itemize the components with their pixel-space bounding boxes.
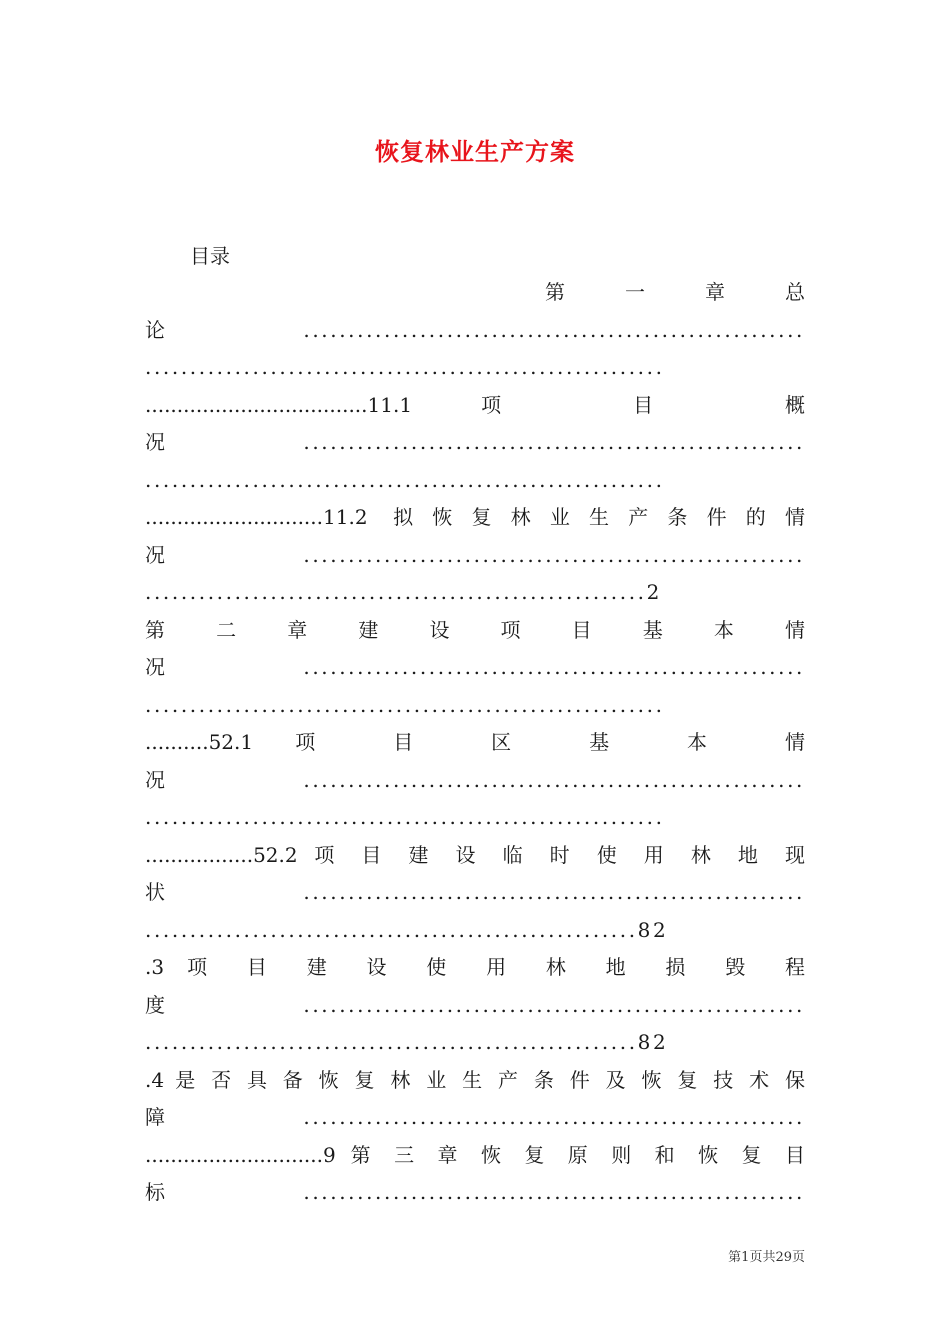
toc-line: 况........................................................ xyxy=(145,768,805,792)
toc-line: .......................................................... xyxy=(145,693,665,717)
toc-line: ..........52.1 项 目 区 基 本 情 xyxy=(145,730,805,754)
toc-line: .......................................................... xyxy=(145,805,665,829)
toc-line: .4 是 否 具 备 恢 复 林 业 生 产 条 件 及 恢 复 技 术 保 xyxy=(145,1068,805,1092)
toc-line: .......................................................82 xyxy=(145,1030,669,1054)
toc-line: ............................11.2 拟恢复林业生产条件的情 xyxy=(145,505,805,529)
toc-line: 论........................................................ xyxy=(145,318,805,342)
toc-line: ...................................11.1 项 目 概 xyxy=(145,393,805,417)
toc-line: 况........................................................ xyxy=(145,543,805,567)
toc-line: .......................................................82 xyxy=(145,918,669,942)
toc-line: .......................................................... xyxy=(145,355,665,379)
toc-line: ............................9 第 三 章 恢 复 原 则 和 恢 复 目 xyxy=(145,1143,805,1167)
page-footer: 第1页共29页 xyxy=(728,1250,805,1265)
toc-line: .................52.2 项 目 建 设 临 时 使 用 林 地 现 xyxy=(145,843,805,867)
toc-line: 度........................................................ xyxy=(145,993,805,1017)
toc-line: 状........................................................ xyxy=(145,880,805,904)
toc-line: ........................................................2 xyxy=(145,580,662,604)
toc-line: .3 项 目 建 设 使 用 林 地 损 毁 程 xyxy=(145,955,805,979)
toc-heading: 目录 xyxy=(190,244,230,268)
toc-line: 第 一 章 总 xyxy=(545,280,805,304)
toc-line: 况........................................................ xyxy=(145,430,805,454)
toc-line: 况........................................................ xyxy=(145,655,805,679)
document-title: 恢复林业生产方案 xyxy=(375,137,575,166)
toc-line: .......................................................... xyxy=(145,468,665,492)
toc-line: 标........................................................ xyxy=(145,1180,805,1204)
toc-line: 障........................................................ xyxy=(145,1105,805,1129)
toc-line: 第 二 章 建 设 项 目 基 本 情 xyxy=(145,618,805,642)
